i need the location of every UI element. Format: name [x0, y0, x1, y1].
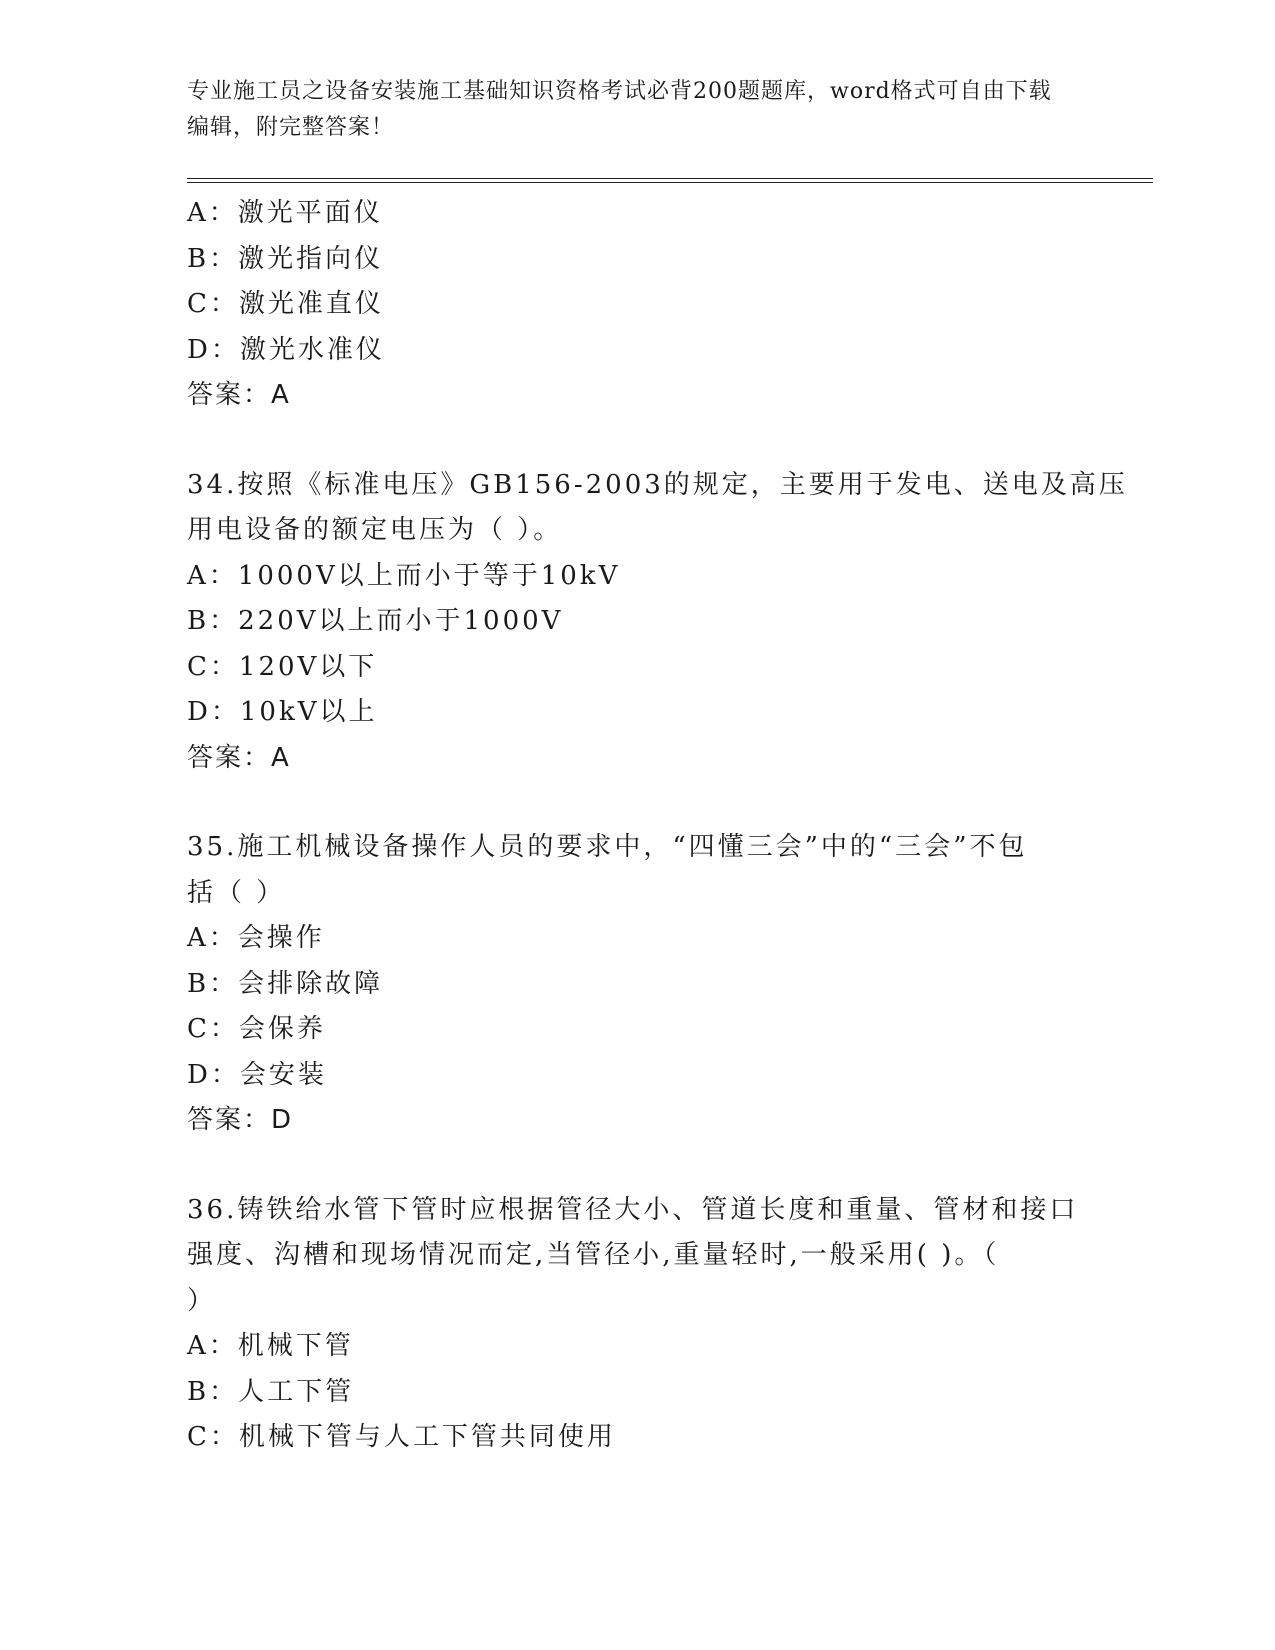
question-block: [187, 463, 1128, 782]
option-c: C：120V以下: [187, 651, 378, 682]
option-b: B：激光指向仪: [187, 243, 384, 274]
spacer: [187, 1144, 1087, 1188]
document-header: 专业施工员之设备安装施工基础知识资格考试必背200题题库，word格式可自由下载编辑，附完整答案！: [187, 79, 1052, 140]
question-block: [187, 825, 1087, 1144]
header-divider: [187, 178, 1153, 183]
question-text: 35.施工机械设备操作人员的要求中，“四懂三会”中的“三会”不包: [187, 832, 1028, 862]
option-d: D：会安装: [187, 1059, 327, 1090]
option-b: B：220V以上而小于1000V: [187, 606, 564, 636]
question-text: 34.按照《标准电压》GB156-2003的规定，主要用于发电、送电及高压: [187, 469, 1128, 500]
question-block: [187, 1188, 1087, 1461]
answer-line: 答案：D: [187, 1105, 294, 1135]
question-text: 36.铸铁给水管下管时应根据管径大小、管道长度和重量、管材和接口: [187, 1194, 1079, 1225]
option-b: B：会排除故障: [187, 968, 384, 999]
question-text: 括（ ）: [187, 877, 286, 908]
option-a: A：机械下管: [187, 1331, 354, 1361]
question-text: 用电设备的额定电压为（ ）。: [187, 515, 563, 545]
option-d: D：激光水准仪: [187, 334, 385, 365]
option-b: B：人工下管: [187, 1376, 355, 1407]
question-text: 强度、沟槽和现场情况而定,当管径小,重量轻时,一般采用( )。（: [187, 1240, 1000, 1270]
option-a: A：会操作: [187, 923, 325, 953]
question-block: [187, 191, 1087, 419]
option-c: C：机械下管与人工下管共同使用: [187, 1422, 616, 1452]
question-text: ）: [187, 1285, 217, 1316]
answer-line: 答案：A: [187, 380, 291, 410]
question-list: [187, 191, 1128, 1461]
option-c: C：激光准直仪: [187, 289, 384, 319]
option-a: A：1000V以上而小于等于10kV: [187, 560, 621, 591]
spacer: [187, 419, 1087, 463]
option-d: D：10kV以上: [187, 697, 378, 727]
option-c: C：会保养: [187, 1014, 326, 1044]
option-a: A：激光平面仪: [187, 198, 383, 228]
spacer: [187, 781, 1087, 825]
answer-line: 答案：A: [187, 742, 291, 773]
